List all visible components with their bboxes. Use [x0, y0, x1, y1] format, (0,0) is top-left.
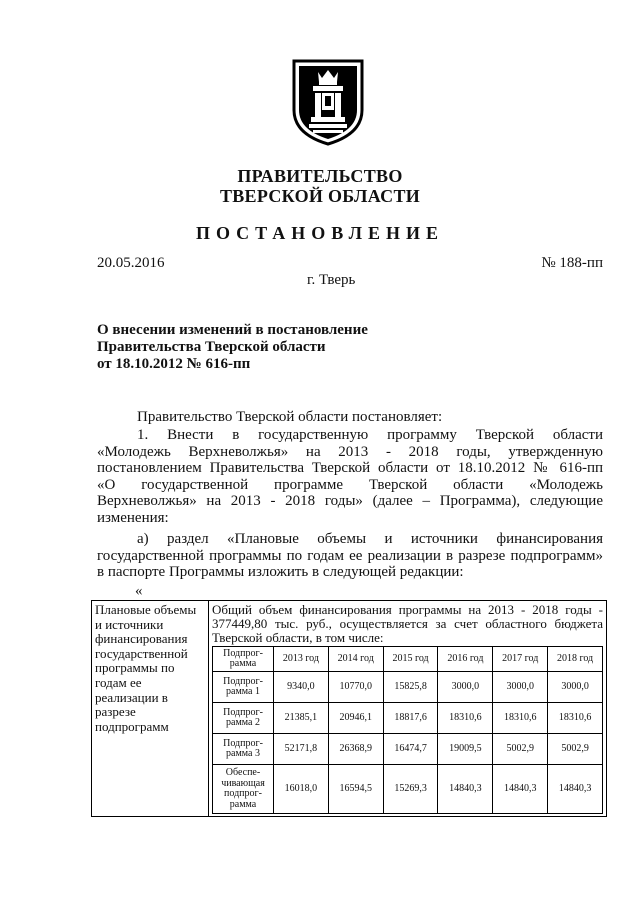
year-header: 2016 год: [438, 647, 493, 672]
column-header: Подпрог-рамма: [213, 647, 274, 672]
org-name-line2: ТВЕРСКОЙ ОБЛАСТИ: [219, 186, 421, 206]
document-number: № 188-пп: [541, 255, 603, 271]
text-line: изменения:: [97, 509, 169, 526]
amount-cell: 9340,0: [274, 672, 329, 703]
org-name-line1: ПРАВИТЕЛЬСТВО: [237, 166, 403, 186]
paragraph-1: [97, 427, 603, 526]
document-date: 20.05.2016: [97, 255, 165, 271]
amount-cell: 3000,0: [438, 672, 493, 703]
amount-cell: 3000,0: [548, 672, 603, 703]
subject-line: от 18.10.2012 № 616-пп: [97, 356, 251, 372]
subprogram-header-row: [213, 647, 603, 672]
text-line: 1. Внести в государственную программу Тверской области: [137, 427, 603, 443]
document-subject: [97, 322, 368, 373]
amount-cell: 15269,3: [383, 765, 438, 814]
text-line: государственной программы по годам ее реализации в разрезе подпрограмм»: [97, 547, 603, 564]
subprogram-name: Подпрог-рамма 3: [213, 734, 274, 765]
year-header: 2018 год: [548, 647, 603, 672]
coat-of-arms-emblem: [291, 58, 365, 146]
amount-cell: 14840,3: [438, 765, 493, 814]
paragraph-a: [97, 531, 603, 581]
amount-cell: 26368,9: [328, 734, 383, 765]
amount-cell: 18310,6: [493, 703, 548, 734]
financing-details-cell: [209, 601, 607, 817]
text-line: «О государственной программе Тверской области «Молодежь: [97, 476, 603, 493]
text-line: в паспорте Программы изложить в следующей редакции:: [97, 564, 464, 580]
subject-line: О внесении изменений в постановление: [97, 322, 368, 338]
subprogram-name: Подпрог-рамма 1: [213, 672, 274, 703]
subprogram-row: [213, 672, 603, 703]
amount-cell: 16594,5: [328, 765, 383, 814]
amount-cell: 52171,8: [274, 734, 329, 765]
subprogram-table: [212, 646, 603, 814]
subprogram-row: [213, 734, 603, 765]
city: г. Тверь: [307, 272, 356, 288]
text-line: постановлением Правительства Тверской области от 18.10.2012 № 616-пп: [97, 460, 603, 476]
financing-total-text: Общий объем финансирования программы на 2013 - 2018 годы - 377449,80 тыс. руб., осуществляется за счет областного бюджета Тверской области, в том числе:: [212, 602, 603, 645]
amount-cell: 14840,3: [548, 765, 603, 814]
text-line: а) раздел «Плановые объемы и источники финансирования: [137, 531, 603, 547]
amount-cell: 20946,1: [328, 703, 383, 734]
document-type: ПОСТАНОВЛЕНИЕ: [195, 223, 445, 243]
amount-cell: 5002,9: [548, 734, 603, 765]
intro-text: Правительство Тверской области постановляет:: [137, 409, 443, 425]
amount-cell: 16018,0: [274, 765, 329, 814]
amount-cell: 5002,9: [493, 734, 548, 765]
quote-open-mark: «: [135, 583, 143, 599]
financing-label-cell: Плановые объемы и источники финансирования государственной программы по годам ее реализации в разрезе подпрограмм: [92, 601, 209, 817]
resolution-intro: [97, 409, 603, 426]
amount-cell: 16474,7: [383, 734, 438, 765]
year-header: 2013 год: [274, 647, 329, 672]
amount-cell: 14840,3: [493, 765, 548, 814]
amount-cell: 18310,6: [438, 703, 493, 734]
amount-cell: 18310,6: [548, 703, 603, 734]
amount-cell: 15825,8: [383, 672, 438, 703]
amount-cell: 21385,1: [274, 703, 329, 734]
subprogram-name: Обеспе-чивающая подпрог-рамма: [213, 765, 274, 814]
amount-cell: 10770,0: [328, 672, 383, 703]
subprogram-row: [213, 765, 603, 814]
year-header: 2014 год: [328, 647, 383, 672]
subject-line: Правительства Тверской области: [97, 339, 326, 355]
financing-table: [91, 600, 607, 817]
year-header: 2017 год: [493, 647, 548, 672]
year-header: 2015 год: [383, 647, 438, 672]
amount-cell: 19009,5: [438, 734, 493, 765]
amount-cell: 3000,0: [493, 672, 548, 703]
amount-cell: 18817,6: [383, 703, 438, 734]
text-line: «Молодежь Верхневолжья» на 2013 - 2018 годы, утвержденную: [97, 443, 603, 460]
subprogram-name: Подпрог-рамма 2: [213, 703, 274, 734]
subprogram-row: [213, 703, 603, 734]
text-line: Верхневолжья» на 2013 - 2018 годы» (далее – Программа), следующие: [97, 493, 603, 509]
